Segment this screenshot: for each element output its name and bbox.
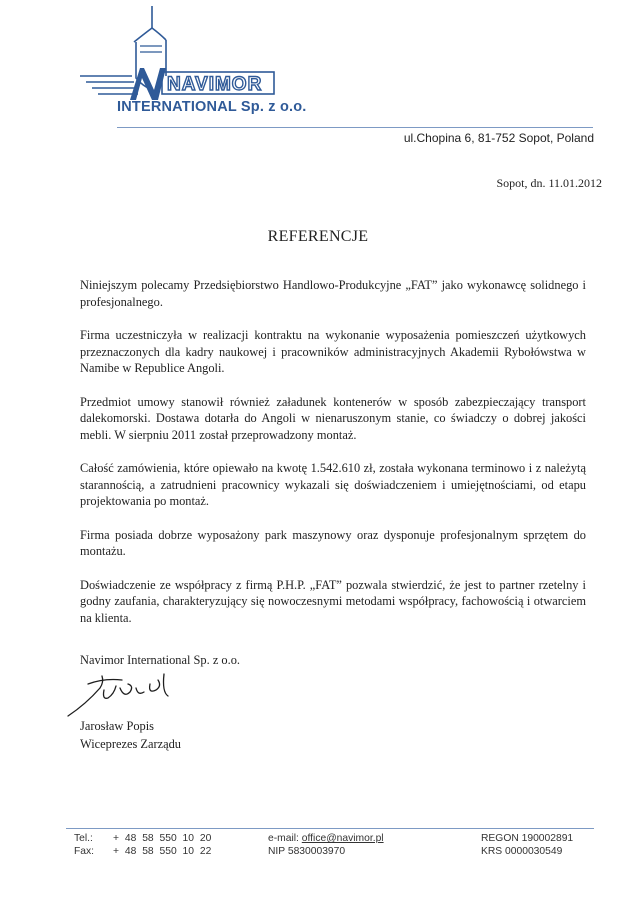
header-divider [117, 127, 593, 128]
tel-number: + 48 58 550 10 20 [113, 833, 212, 844]
body-paragraph: Firma posiada dobrze wyposażony park maszynowy oraz dysponuje profesjonalnym sprzętem do montażu. [80, 527, 586, 559]
tel-label: Tel.: [74, 833, 93, 844]
logo-wordmark: NAVIMOR [167, 74, 263, 95]
letter-date: Sopot, dn. 11.01.2012 [496, 176, 602, 190]
letter-title: REFERENCJE [267, 228, 369, 245]
signer-name: Jarosław Popis [80, 719, 154, 733]
body-paragraph: Przedmiot umowy stanowił również załadunek kontenerów w sposób zabezpieczający transport dalekomorski. Dostawa dotarła do Angoli w nienaruszonym stanie, co świadczy o dobrej jakości mebli. W sierpniu 2011 został przeprowadzony montaż. [80, 394, 586, 442]
regon-number: REGON 190002891 [481, 833, 574, 844]
body-paragraph: Całość zamówienia, które opiewało na kwotę 1.542.610 zł, została wykonana terminowo i z należytą starannością, a zatrudnieni pracownicy wykazali się doświadczeniem i umiejętnościami, od etapu projektowania po montaż. [80, 461, 586, 509]
body-paragraph: Doświadczenie ze współpracy z firmą P.H.P. „FAT” pozwala stwierdzić, że jest to partner rzetelny i godny zaufania, charakteryzujący się nowoczesnymi metodami współpracy, fachowością i otwarciem na klienta. [80, 577, 586, 625]
email-label: e-mail: [268, 833, 299, 844]
krs-number: KRS 0000030549 [481, 846, 563, 857]
company-address: ul.Chopina 6, 81-752 Sopot, Poland [403, 131, 594, 145]
email-link[interactable]: office@navimor.pl [301, 833, 384, 844]
signer-title: Wiceprezes Zarządu [80, 737, 181, 751]
nip-number: NIP 5830003970 [268, 846, 346, 857]
letter-body [80, 277, 586, 643]
body-paragraph: Niniejszym polecamy Przedsiębiorstwo Handlowo-Produkcyjne „FAT” jako wykonawcę solidnego i profesjonalnego. [80, 278, 586, 309]
footer-divider [66, 828, 594, 829]
fax-number: + 48 58 550 10 22 [113, 846, 212, 857]
body-paragraph: Firma uczestniczyła w realizacji kontraktu na wykonanie wyposażenia pomieszczeń użytkowych przeznaczonych dla kadry naukowej i pracowników administracyjnych Akademii Rybołówstwa w Namibe w Republice Angoli. [80, 327, 586, 376]
signer-company: Navimor International Sp. z o.o. [80, 653, 241, 667]
fax-label: Fax: [74, 846, 95, 857]
email-line [268, 832, 384, 845]
company-name: INTERNATIONAL Sp. z o.o. [117, 99, 307, 115]
handwritten-signature [64, 670, 184, 722]
